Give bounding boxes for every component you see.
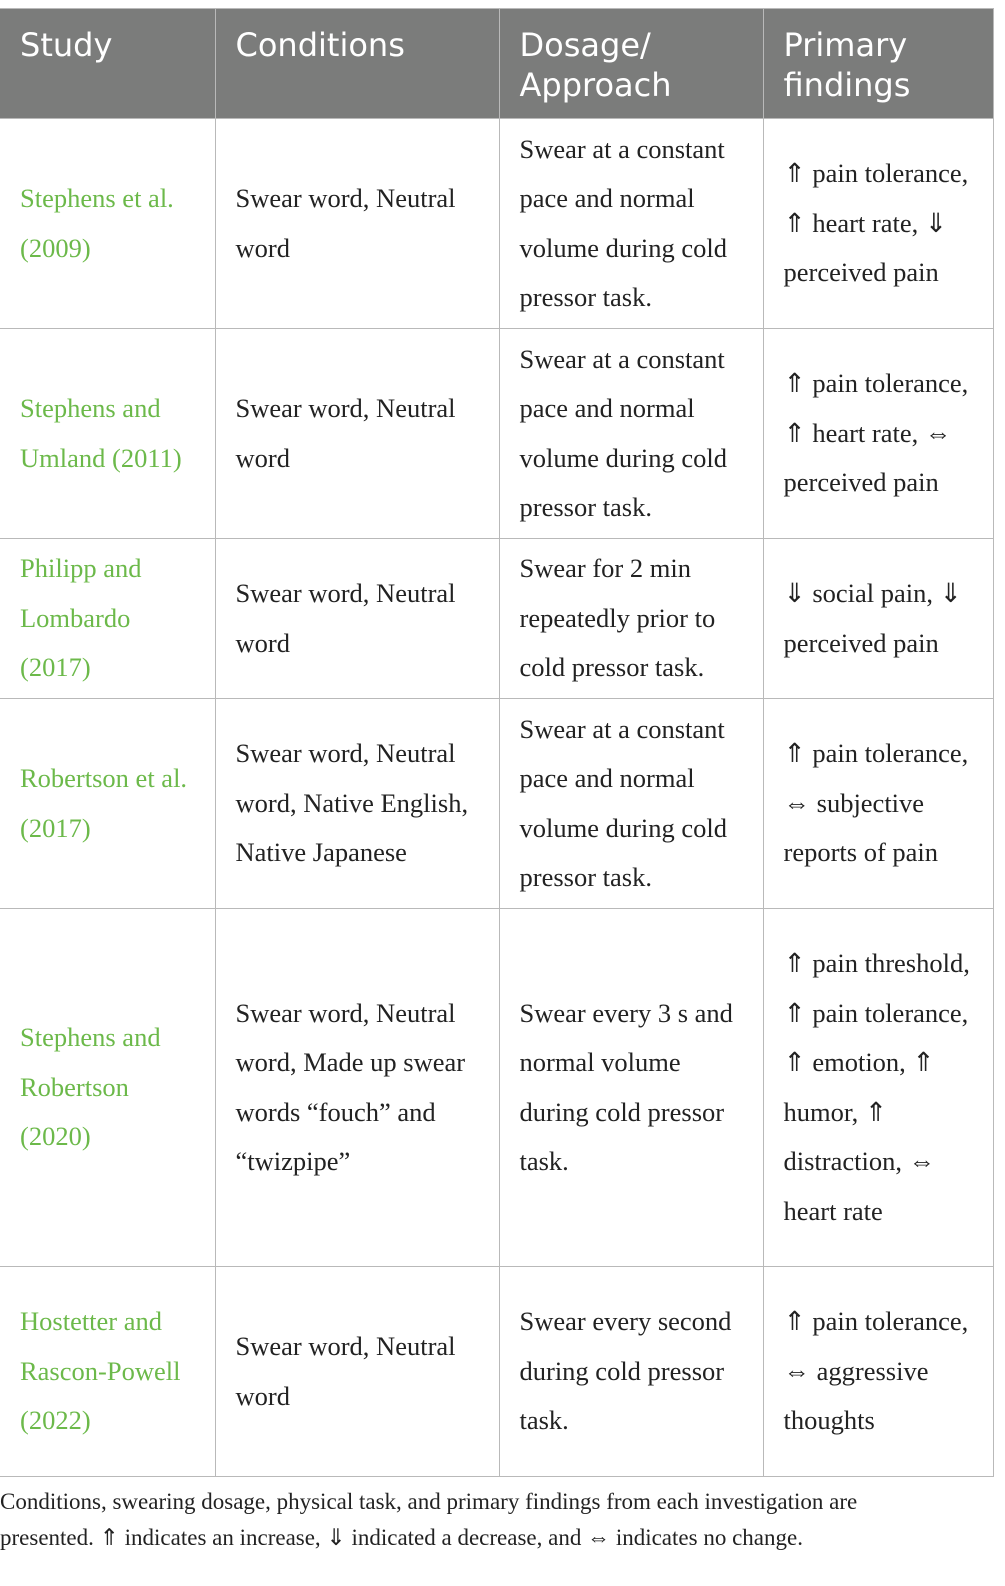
table-container [0, 8, 993, 1477]
cell-conditions: Swear word, Neutral word, Native English, Native Japanese [215, 699, 499, 909]
cell-findings: ⇑ pain tolerance, ⇔ subjective reports of pain [763, 699, 993, 909]
table-header-row [0, 9, 993, 119]
caption-line-2: presented. ⇑ indicates an increase, ⇓ indicated a decrease, and ⇔ indicates no change. [0, 1525, 803, 1550]
cell-dosage: Swear at a constant pace and normal volume during cold pressor task. [499, 119, 763, 329]
cell-conditions: Swear word, Neutral word, Made up swear words “fouch” and “twizpipe” [215, 909, 499, 1267]
cell-dosage: Swear every 3 s and normal volume during cold pressor task. [499, 909, 763, 1267]
cell-study: Stephens and Umland (2011) [0, 329, 215, 539]
header-study: Study [0, 9, 215, 119]
cell-dosage: Swear every second during cold pressor task. [499, 1267, 763, 1477]
header-dosage: Dosage/ Approach [499, 9, 763, 119]
cell-study: Stephens et al. (2009) [0, 119, 215, 329]
cell-study: Hostetter and Rascon-Powell (2022) [0, 1267, 215, 1477]
cell-findings: ⇑ pain threshold, ⇑ pain tolerance, ⇑ emotion, ⇑ humor, ⇑ distraction, ⇔ heart rate [763, 909, 993, 1267]
cell-dosage: Swear for 2 min repeatedly prior to cold pressor task. [499, 539, 763, 699]
header-findings: Primary findings [763, 9, 993, 119]
header-conditions: Conditions [215, 9, 499, 119]
cell-findings: ⇑ pain tolerance, ⇑ heart rate, ⇔ perceived pain [763, 329, 993, 539]
cell-conditions: Swear word, Neutral word [215, 329, 499, 539]
table-row [0, 909, 993, 1267]
table-row [0, 119, 993, 329]
cell-dosage: Swear at a constant pace and normal volume during cold pressor task. [499, 329, 763, 539]
caption-line-1: Conditions, swearing dosage, physical task, and primary findings from each investigation are [0, 1489, 858, 1514]
studies-table [0, 8, 994, 1477]
cell-conditions: Swear word, Neutral word [215, 539, 499, 699]
cell-study: Stephens and Robertson (2020) [0, 909, 215, 1267]
cell-dosage: Swear at a constant pace and normal volume during cold pressor task. [499, 699, 763, 909]
table-row [0, 329, 993, 539]
cell-findings: ⇓ social pain, ⇓ perceived pain [763, 539, 993, 699]
table-row [0, 539, 993, 699]
table-row [0, 699, 993, 909]
cell-conditions: Swear word, Neutral word [215, 1267, 499, 1477]
table-caption [0, 1484, 1000, 1556]
cell-findings: ⇑ pain tolerance, ⇔ aggressive thoughts [763, 1267, 993, 1477]
table-row [0, 1267, 993, 1477]
cell-conditions: Swear word, Neutral word [215, 119, 499, 329]
cell-study: Philipp and Lombardo (2017) [0, 539, 215, 699]
cell-study: Robertson et al. (2017) [0, 699, 215, 909]
cell-findings: ⇑ pain tolerance, ⇑ heart rate, ⇓ perceived pain [763, 119, 993, 329]
